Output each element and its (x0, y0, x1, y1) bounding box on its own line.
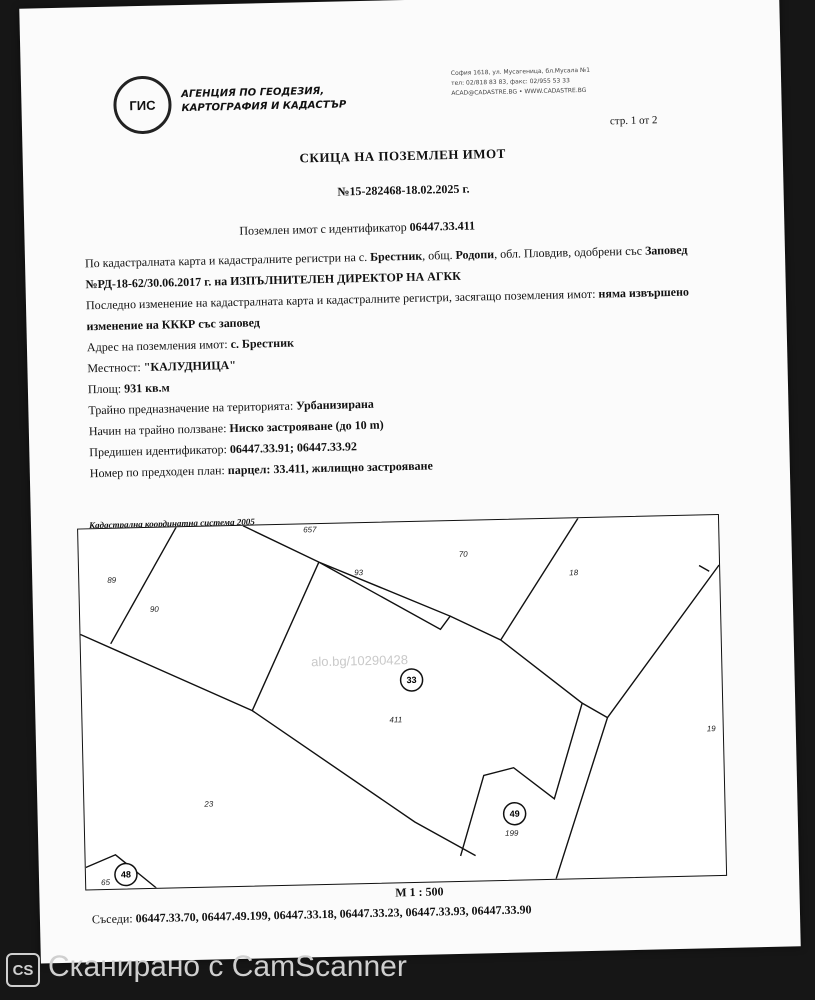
map-label-90: 90 (149, 604, 159, 614)
map-municipality: Родопи (455, 247, 495, 262)
map-order: Заповед №РД-18-62/30.06.2017 г. на ИЗПЪЛНИТЕЛЕН ДИРЕКТОР НА АГКК (85, 242, 688, 292)
identifier-label: Поземлен имот с идентификатор (239, 220, 407, 238)
boundary-line (108, 527, 179, 644)
camscanner-icon: CS (6, 953, 40, 987)
coordinate-system: Кадастрална координатна система 2005 (88, 516, 255, 531)
map-label-657: 657 (303, 525, 317, 535)
block-49-marker (503, 802, 525, 824)
area-value: 931 кв.м (123, 380, 170, 396)
map-region: Пловдив (523, 245, 569, 261)
watermark-text: alo.bg/10290428 (310, 652, 409, 670)
boundary-line (582, 703, 607, 719)
map-obl: , обл. (493, 246, 522, 262)
usage-label: Начин на трайно ползване: (88, 421, 227, 439)
neighbours-label: Съседи: (91, 911, 133, 927)
map-scale: M 1 : 500 (395, 884, 444, 900)
map-approved: , одобрени със (567, 243, 643, 260)
boundary-line (80, 626, 475, 865)
map-drawing (78, 515, 726, 889)
last-change-value: няма извършено изменение на КККР със заповед (86, 284, 690, 334)
locality-label: Местност: (87, 360, 141, 376)
camscanner-text: Сканирано с CamScanner (48, 950, 407, 983)
usage-value: Ниско застрояване (до 10 m) (229, 417, 384, 436)
contact-line2: тел: 02/818 83 83, факс: 02/955 53 33 (450, 77, 570, 87)
address-label: Адрес на поземления имот: (86, 337, 228, 355)
previous-id-label: Предишен идентификатор: (89, 442, 228, 460)
property-identifier (239, 218, 475, 238)
boundary-line (249, 562, 322, 711)
agency-name (181, 84, 346, 116)
locality-value: "КАЛУДНИЦА" (143, 357, 237, 375)
document-title: СКИЦА НА ПОЗЕМЛЕН ИМОТ (299, 145, 507, 166)
map-label-65: 65 (101, 877, 111, 888)
svg-text:48: 48 (120, 869, 132, 880)
map-label: По кадастралната карта и кадастралните регистри на с. (84, 249, 368, 271)
agency-name-line2: КАРТОГРАФИЯ И КАДАСТЪР (181, 99, 347, 115)
page-number: стр. 1 от 2 (609, 114, 658, 128)
purpose-label: Трайно предназначение на територията: (88, 398, 294, 418)
identifier-value: 06447.33.411 (409, 218, 476, 234)
previous-plan-value: парцел: 33.411, жилищно застрояване (227, 458, 433, 478)
logo-text: ГИС (129, 97, 156, 113)
neighbours-row (92, 902, 532, 927)
cadastral-map (77, 514, 727, 890)
previous-plan-label: Номер по предходен план: (89, 463, 225, 481)
contact-line3: ACAD@CADASTRE.BG • WWW.CADASTRE.BG (451, 86, 587, 97)
contact-line1: София 1618, ул. Мусагеница, бл.Мусала №1 (450, 66, 591, 77)
boundary-line (549, 565, 726, 879)
neighbours-value: 06447.33.70, 06447.49.199, 06447.33.18, 06447.33.23, 06447.33.93, 06447.33.90 (135, 902, 532, 926)
boundary-line (699, 565, 709, 571)
map-village: Брестник (369, 248, 423, 264)
document-number: №15-282468-18.02.2025 г. (337, 181, 470, 199)
svg-text:33: 33 (406, 674, 417, 686)
map-label-199: 199 (504, 828, 519, 838)
map-label-70: 70 (458, 549, 468, 559)
map-label-18: 18 (569, 568, 579, 578)
purpose-value: Урбанизирана (296, 396, 374, 413)
previous-id-value: 06447.33.91; 06447.33.92 (229, 439, 358, 457)
map-label-23: 23 (204, 799, 214, 809)
property-fields (85, 239, 715, 484)
map-label-19: 19 (706, 724, 716, 734)
map-label-411: 411 (389, 715, 403, 725)
block-33-marker (400, 669, 422, 691)
address-value: с. Брестник (230, 335, 295, 352)
document-page (19, 0, 800, 963)
boundary-line (243, 521, 450, 634)
area-label: Площ: (87, 381, 122, 397)
agency-name-line1: АГЕНЦИЯ ПО ГЕОДЕЗИЯ, (181, 85, 325, 101)
map-label-93: 93 (354, 568, 364, 578)
map-obsht: , общ. (422, 247, 453, 263)
svg-text:49: 49 (509, 808, 520, 819)
boundary-line (498, 518, 581, 640)
last-change-label: Последно изменение на кадастралната карта и кадастралните регистри, засягащо поземления имот: (85, 286, 596, 313)
block-48-marker (115, 863, 137, 885)
agency-contact (451, 66, 591, 99)
agency-logo (113, 75, 172, 134)
map-label-89: 89 (107, 575, 117, 585)
